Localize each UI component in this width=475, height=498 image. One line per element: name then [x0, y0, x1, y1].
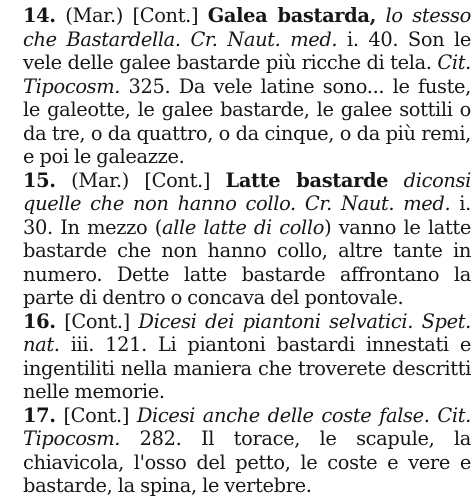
entry-number: 14. — [23, 4, 56, 27]
entry-definition: lo stesso che Bastardella. — [23, 4, 471, 51]
citation-locator: 282. — [139, 427, 182, 450]
entry-source-label: (Mar.) — [71, 168, 129, 192]
citation-source-abbr: Cr. Naut. med. — [190, 27, 338, 51]
dictionary-entry-16 — [3, 310, 471, 404]
citation-source-abbr: Cit. Tipocosm. — [23, 403, 471, 450]
dictionary-page — [3, 4, 472, 497]
entry-definition: diconsi quelle che non hanno collo. — [23, 168, 471, 215]
citation-locator: i. 40. — [346, 27, 399, 51]
citation-text: ) vanno le latte bastarde che non hanno collo, altre tante in numero. Dette latte bastarde affrontano la parte di dentro o concava del pontovale. — [23, 215, 472, 309]
citation-source-abbr: Spet. nat. — [23, 309, 471, 356]
entry-category-label: [Cont.] — [64, 309, 130, 333]
entry-category-label: [Cont.] — [132, 4, 199, 27]
entry-headword: Galea bastarda, — [207, 4, 376, 27]
entry-headword: Latte bastarde — [225, 168, 389, 192]
citation-source-abbr: Cr. Naut. med. — [304, 192, 451, 215]
dictionary-entry-15 — [3, 169, 471, 310]
dictionary-entry-14 — [3, 4, 471, 169]
dictionary-entry-17 — [3, 404, 471, 498]
citation-text: Da vele latine sono... le fuste, le galeotte, le galee bastarde, le galee sottili o da tre, o da quattro, o da cinque, o da più remi, e poi le galeazze. — [23, 74, 471, 168]
citation-locator: 325. — [128, 74, 171, 98]
citation-text: In mezzo ( — [60, 215, 162, 239]
citation-text: Son le vele delle galee bastarde più ricche di tela. — [23, 27, 471, 74]
entry-category-label: [Cont.] — [63, 403, 130, 427]
entry-category-label: [Cont.] — [144, 168, 211, 192]
entry-number: 16. — [23, 309, 56, 333]
entry-definition: Dicesi anche delle coste false. — [136, 403, 430, 427]
entry-source-label: (Mar.) — [65, 4, 123, 27]
citation-locator: iii. 121. — [70, 333, 147, 356]
citation-locator: i. 30. — [23, 192, 471, 239]
citation-text-italic: alle latte di collo — [161, 215, 325, 239]
entry-number: 17. — [23, 403, 56, 427]
entry-number: 15. — [23, 168, 56, 192]
entry-definition: Dicesi dei piantoni selvatici. — [138, 309, 414, 333]
citation-source-abbr: Cit. Tipocosm. — [23, 51, 471, 98]
citation-text: Il torace, le scapule, la chiavicola, l'osso del petto, le coste e vere e bastarde, la spina, le vertebre. — [23, 427, 471, 497]
citation-text: Li piantoni bastardi innestati e ingentiliti nella maniera che troverete descritti nelle memorie. — [23, 333, 471, 403]
